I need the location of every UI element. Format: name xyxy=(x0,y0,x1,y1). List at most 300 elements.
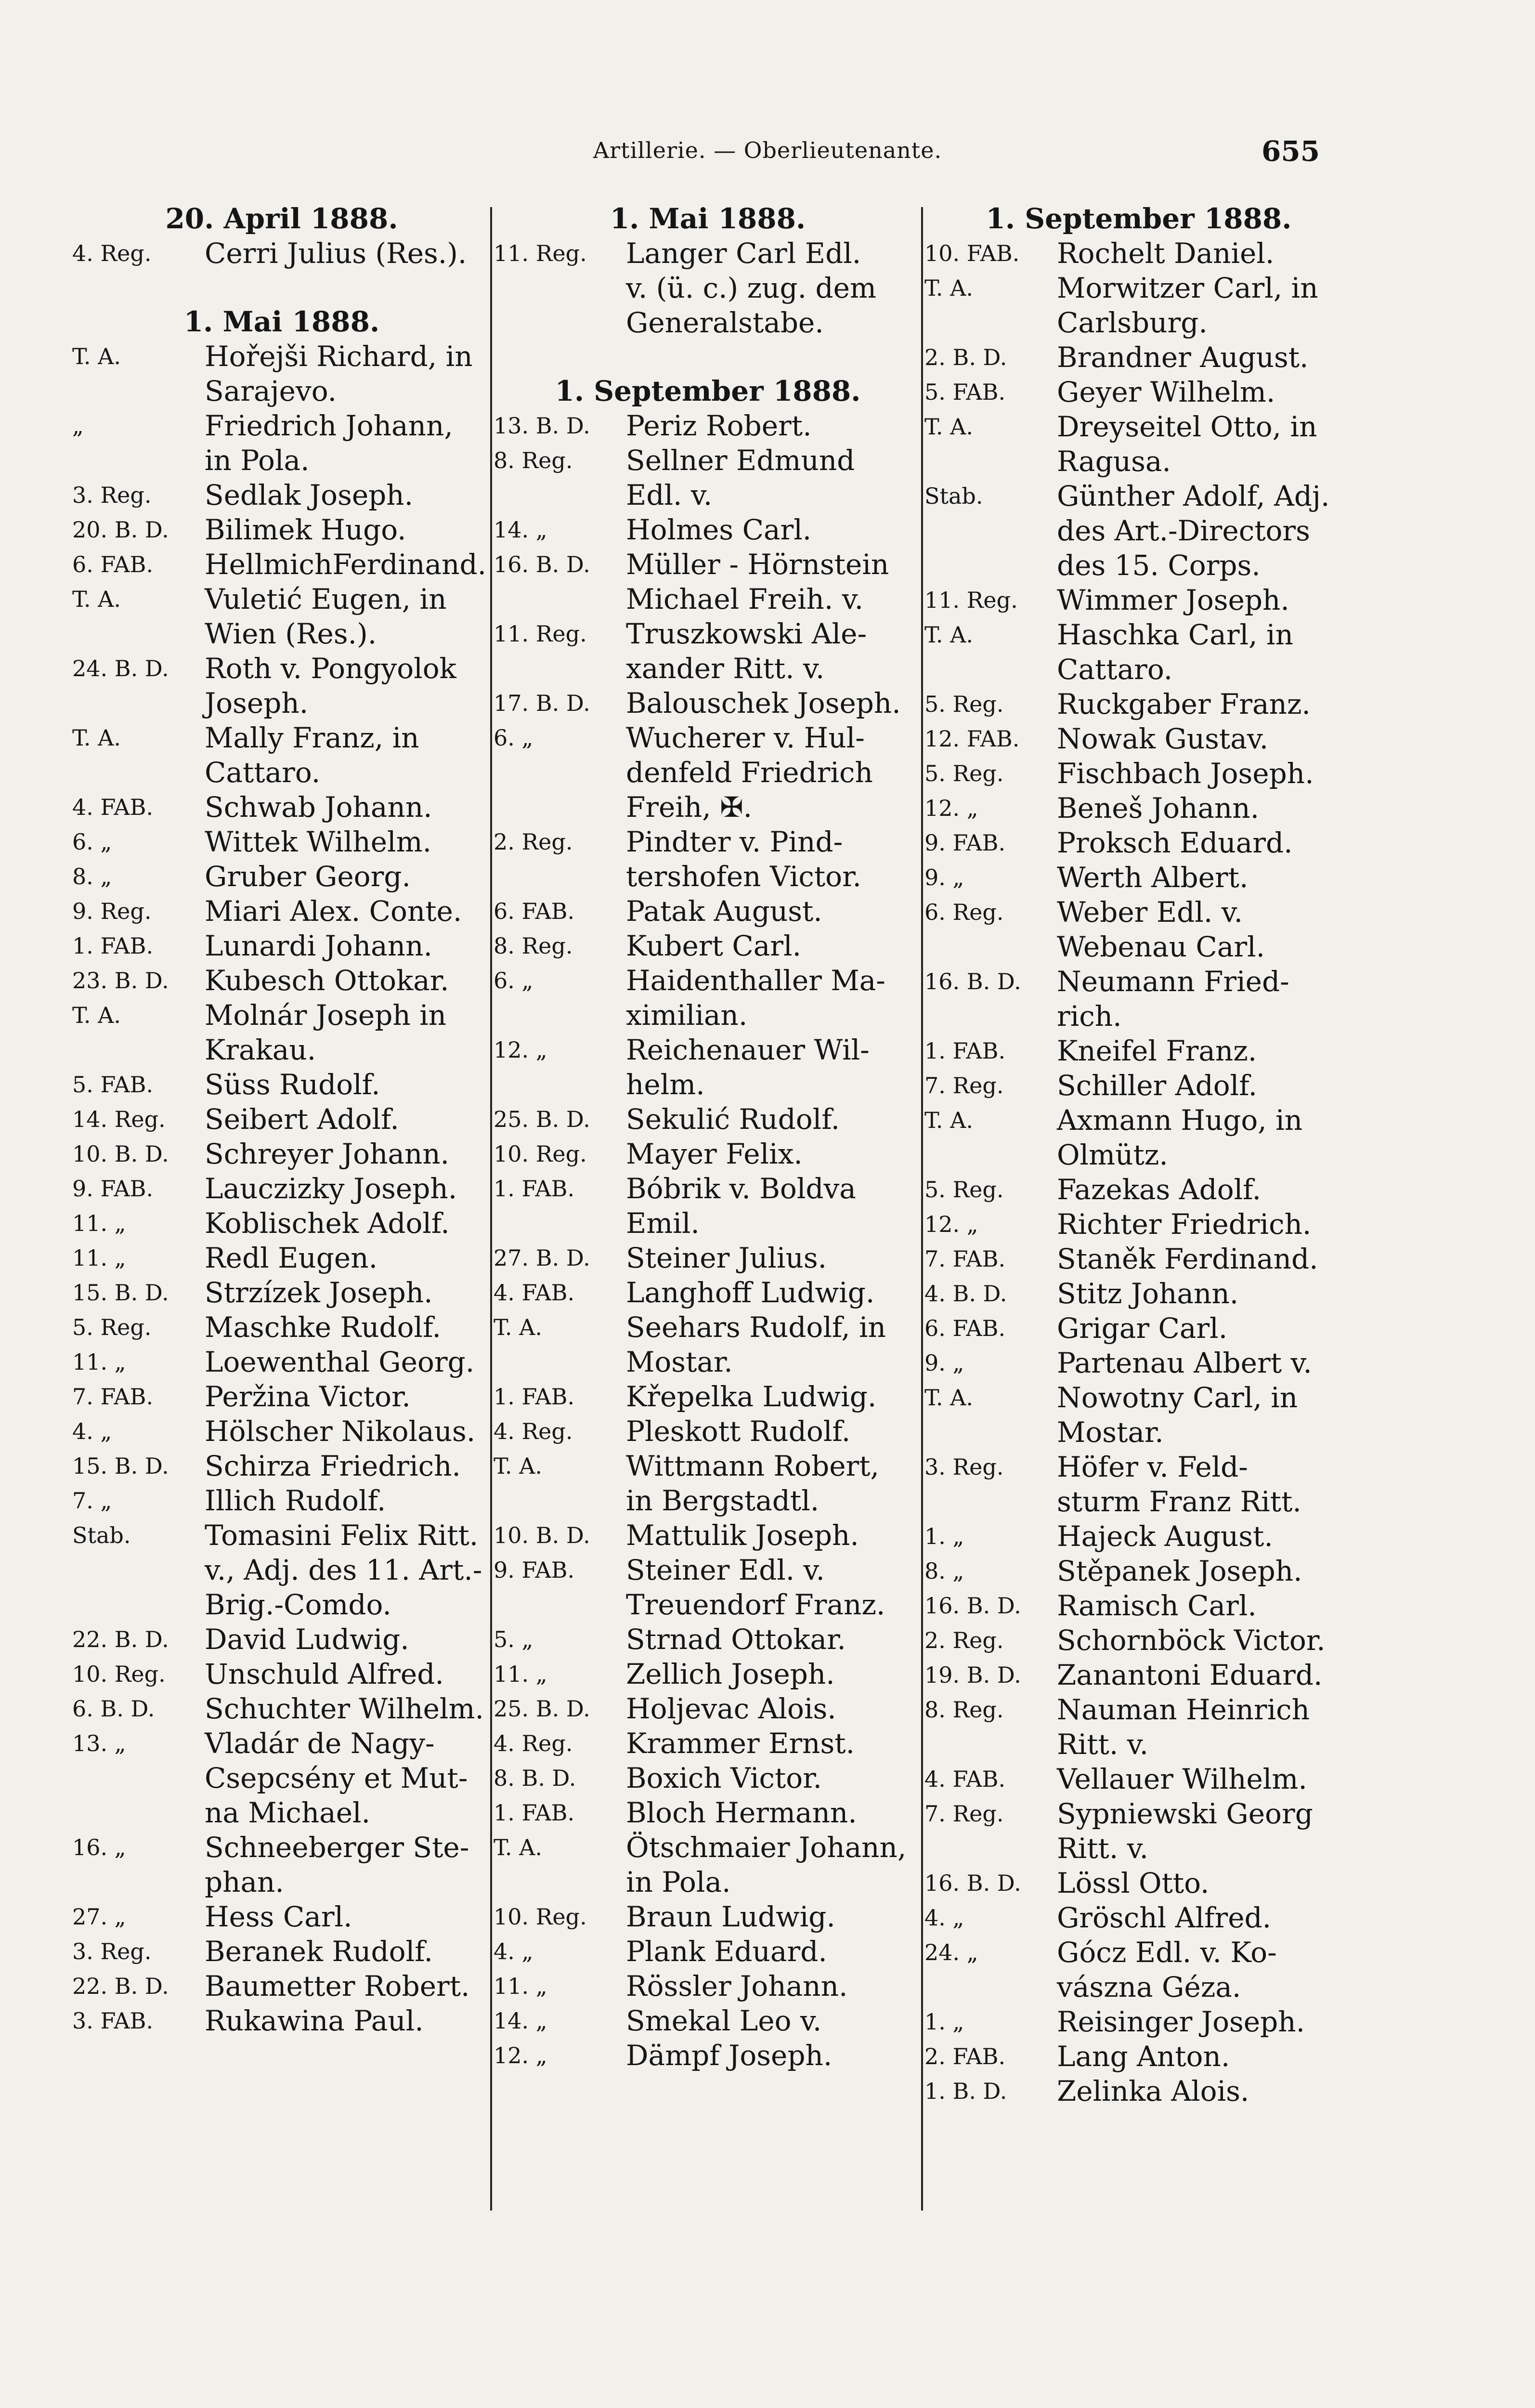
unit-designation: 24. B. D. xyxy=(72,655,169,681)
officer-name: Langer Carl Edl. xyxy=(626,237,861,270)
unit-designation: 5. Reg. xyxy=(72,1314,152,1340)
unit-designation: 9. FAB. xyxy=(924,830,1006,856)
officer-entry xyxy=(924,1276,1353,1311)
officer-name: Patak August. xyxy=(626,895,822,928)
unit-designation xyxy=(494,1206,626,1241)
officer-entry xyxy=(494,478,922,512)
officer-name: Edl. v. xyxy=(626,479,713,511)
officer-entry xyxy=(72,824,491,859)
unit-designation: 7. Reg. xyxy=(924,1801,1004,1827)
officer-name: Unschuld Alfred. xyxy=(205,1658,444,1690)
officer-entry xyxy=(924,1138,1353,1172)
officer-entry xyxy=(494,1483,922,1518)
officer-entry xyxy=(924,1415,1353,1450)
officer-entry xyxy=(72,1449,491,1483)
officer-name: helm. xyxy=(626,1068,705,1101)
officer-entry xyxy=(494,2038,922,2073)
officer-name: Rochelt Daniel. xyxy=(1057,237,1275,270)
unit-designation: 20. B. D. xyxy=(72,517,169,543)
officer-entry xyxy=(72,374,491,408)
officer-name: Strzízek Joseph. xyxy=(205,1276,433,1309)
officer-entry xyxy=(924,1762,1353,1796)
unit-designation: 2. B. D. xyxy=(924,344,1007,370)
officer-entry xyxy=(72,1241,491,1275)
officer-entry xyxy=(494,790,922,824)
officer-entry xyxy=(494,1726,922,1761)
officer-entry xyxy=(72,894,491,929)
unit-designation: „ xyxy=(72,413,84,439)
officer-name: Sekulić Rudolf. xyxy=(626,1103,840,1136)
unit-designation: 12. „ xyxy=(494,2042,547,2068)
unit-designation: 8. Reg. xyxy=(494,447,573,473)
unit-designation xyxy=(494,651,626,686)
unit-designation: 4. Reg. xyxy=(494,1418,573,1444)
officer-entry xyxy=(72,1553,491,1587)
officer-name: HellmichFerdinand. xyxy=(205,548,487,581)
officer-entry xyxy=(494,1033,922,1067)
officer-name: Wittmann Robert, xyxy=(626,1450,879,1482)
officer-name: Ramisch Carl. xyxy=(1057,1589,1257,1622)
officer-entry xyxy=(72,1171,491,1206)
officer-name: tershofen Victor. xyxy=(626,860,861,893)
officer-entry xyxy=(494,1449,922,1483)
officer-name: des 15. Corps. xyxy=(1057,549,1261,582)
unit-designation: 6. FAB. xyxy=(494,898,575,924)
unit-designation: T. A. xyxy=(72,1002,121,1028)
officer-entry xyxy=(72,720,491,755)
officer-name: Steiner Edl. v. xyxy=(626,1554,825,1586)
officer-name: Treuendorf Franz. xyxy=(626,1588,885,1621)
unit-designation xyxy=(494,1587,626,1622)
unit-designation xyxy=(72,1553,205,1587)
officer-name: Sypniewski Georg xyxy=(1057,1797,1313,1830)
officer-entry xyxy=(494,512,922,547)
officer-name: Morwitzer Carl, in xyxy=(1057,272,1318,304)
officer-name: Grigar Carl. xyxy=(1057,1312,1228,1345)
officer-entry xyxy=(924,825,1353,860)
officer-entry xyxy=(924,1034,1353,1068)
officer-name: Csepcsény et Mut- xyxy=(205,1762,468,1794)
officer-name: Pleskott Rudolf. xyxy=(626,1415,851,1448)
officer-name: Reichenauer Wil- xyxy=(626,1034,870,1066)
officer-entry xyxy=(494,1865,922,1899)
officer-entry xyxy=(924,1103,1353,1138)
unit-designation: 4. FAB. xyxy=(494,1280,575,1306)
officer-entry xyxy=(494,1137,922,1171)
officer-name: Ritt. v. xyxy=(1057,1832,1149,1865)
unit-designation xyxy=(72,1033,205,1067)
unit-designation: 5. Reg. xyxy=(924,760,1004,786)
officer-entry xyxy=(924,895,1353,929)
officer-name: Proksch Eduard. xyxy=(1057,826,1293,859)
officer-entry xyxy=(924,2074,1353,2108)
unit-designation xyxy=(924,1415,1057,1450)
officer-name: Vellauer Wilhelm. xyxy=(1057,1763,1307,1795)
officer-name: Süss Rudolf. xyxy=(205,1068,380,1101)
unit-designation: 4. B. D. xyxy=(924,1281,1007,1307)
unit-designation xyxy=(494,859,626,894)
unit-designation xyxy=(494,1345,626,1379)
unit-designation: T. A. xyxy=(72,343,121,369)
unit-designation: 5. „ xyxy=(494,1626,533,1652)
unit-designation xyxy=(924,513,1057,548)
unit-designation xyxy=(494,478,626,512)
officer-name: Periz Robert. xyxy=(626,409,812,442)
officer-entry xyxy=(924,479,1353,513)
officer-entry xyxy=(494,1934,922,1969)
promotion-date-heading: 1. September 1888. xyxy=(986,202,1292,235)
officer-entry xyxy=(72,1067,491,1102)
officer-name: Zellich Joseph. xyxy=(626,1658,835,1690)
officer-entry xyxy=(494,1241,922,1275)
officer-name: Olmütz. xyxy=(1057,1139,1168,1171)
unit-designation xyxy=(72,374,205,408)
officer-entry xyxy=(924,652,1353,687)
officer-name: Günther Adolf, Adj. xyxy=(1057,480,1330,512)
running-header: Artillerie. — Oberlieutenante. xyxy=(593,137,942,163)
officer-name: Stěpanek Joseph. xyxy=(1057,1555,1302,1587)
unit-designation: 11. Reg. xyxy=(494,621,587,647)
officer-name: Schreyer Johann. xyxy=(205,1138,450,1170)
officer-name: Mattulik Joseph. xyxy=(626,1519,859,1552)
unit-designation: T. A. xyxy=(72,586,121,612)
officer-name: Werth Albert. xyxy=(1057,861,1249,894)
promotion-date-heading: 1. September 1888. xyxy=(555,375,861,407)
unit-designation xyxy=(72,686,205,720)
unit-designation: 1. FAB. xyxy=(494,1800,575,1826)
unit-designation: 11. Reg. xyxy=(494,240,587,266)
officer-name: Dämpf Joseph. xyxy=(626,2039,833,2072)
officer-entry xyxy=(72,963,491,998)
unit-designation: 6. „ xyxy=(72,829,112,855)
officer-entry xyxy=(72,1657,491,1691)
unit-designation: 10. Reg. xyxy=(494,1904,587,1930)
officer-entry xyxy=(924,1311,1353,1346)
officer-name: Axmann Hugo, in xyxy=(1057,1104,1303,1137)
unit-designation: 6. „ xyxy=(494,725,533,751)
officer-name: Maschke Rudolf. xyxy=(205,1311,441,1344)
officer-entry xyxy=(494,2003,922,2038)
officer-name: in Pola. xyxy=(626,1866,731,1898)
promotion-date-heading: 20. April 1888. xyxy=(165,202,398,235)
unit-designation: 7. FAB. xyxy=(924,1246,1006,1272)
unit-designation xyxy=(72,616,205,651)
officer-entry xyxy=(494,1553,922,1587)
officer-name: Tomasini Felix Ritt. xyxy=(205,1519,479,1552)
unit-designation: 11. Reg. xyxy=(924,587,1018,613)
officer-entry xyxy=(494,963,922,998)
unit-designation: 9. „ xyxy=(924,864,964,890)
officer-name: Dreyseitel Otto, in xyxy=(1057,410,1317,443)
unit-designation: 6. Reg. xyxy=(924,899,1004,925)
group-spacer xyxy=(72,271,491,304)
unit-designation: T. A. xyxy=(72,725,121,751)
officer-name: Nowak Gustav. xyxy=(1057,722,1269,755)
officer-entry xyxy=(924,1450,1353,1484)
officer-entry xyxy=(72,998,491,1033)
unit-designation: T. A. xyxy=(494,1834,543,1860)
officer-name: Mostar. xyxy=(626,1346,733,1378)
officer-entry xyxy=(924,1346,1353,1380)
unit-designation: 2. FAB. xyxy=(924,2043,1006,2069)
unit-designation: 16. „ xyxy=(72,1834,126,1860)
officer-entry xyxy=(494,1969,922,2003)
promotion-date-heading: 1. Mai 1888. xyxy=(183,305,380,338)
unit-designation xyxy=(72,755,205,790)
unit-designation: 16. B. D. xyxy=(924,968,1021,995)
unit-designation: 13. B. D. xyxy=(494,413,590,439)
officer-entry xyxy=(494,894,922,929)
officer-name: Hořejši Richard, in xyxy=(205,340,473,373)
officer-name: Peržina Victor. xyxy=(205,1380,411,1413)
officer-entry xyxy=(72,1414,491,1449)
officer-entry xyxy=(494,686,922,720)
officer-entry xyxy=(924,1692,1353,1727)
unit-designation: 12. „ xyxy=(494,1037,547,1063)
officer-name: sturm Franz Ritt. xyxy=(1057,1485,1301,1518)
unit-designation: 4. Reg. xyxy=(494,1730,573,1756)
officer-name: in Pola. xyxy=(205,444,310,477)
officer-name: v., Adj. des 11. Art.- xyxy=(205,1554,482,1586)
officer-name: Hess Carl. xyxy=(205,1900,352,1933)
unit-designation: 16. B. D. xyxy=(924,1593,1021,1619)
unit-designation: 12. „ xyxy=(924,795,978,821)
unit-designation xyxy=(494,582,626,616)
officer-entry xyxy=(72,1969,491,2003)
officer-name: Weber Edl. v. xyxy=(1057,896,1243,929)
officer-name: Müller - Hörnstein xyxy=(626,548,889,581)
officer-name: Roth v. Pongyolok xyxy=(205,652,456,685)
officer-name: Cattaro. xyxy=(1057,653,1173,686)
unit-designation: T. A. xyxy=(494,1314,543,1340)
officer-entry xyxy=(924,1068,1353,1103)
officer-entry xyxy=(72,1310,491,1345)
officer-entry xyxy=(924,617,1353,652)
unit-designation: 1. FAB. xyxy=(494,1384,575,1410)
unit-designation xyxy=(924,548,1057,583)
officer-entry xyxy=(924,1588,1353,1623)
officer-name: Lang Anton. xyxy=(1057,2040,1230,2073)
officer-entry xyxy=(72,1206,491,1241)
officer-entry xyxy=(72,1761,491,1795)
officer-name: Nowotny Carl, in xyxy=(1057,1381,1298,1414)
unit-designation: 11. „ xyxy=(72,1245,126,1271)
unit-designation xyxy=(494,998,626,1033)
unit-designation xyxy=(924,1138,1057,1172)
officer-entry xyxy=(72,1102,491,1137)
officer-entry xyxy=(72,1865,491,1899)
unit-designation: 5. Reg. xyxy=(924,691,1004,717)
officer-entry xyxy=(72,1137,491,1171)
officer-entry xyxy=(72,929,491,963)
officer-entry xyxy=(924,1866,1353,1900)
officer-name: Hajeck August. xyxy=(1057,1520,1273,1553)
unit-designation: T. A. xyxy=(924,414,974,440)
unit-designation: 10. Reg. xyxy=(72,1661,166,1687)
officer-name: Schirza Friedrich. xyxy=(205,1450,461,1482)
unit-designation: 22. B. D. xyxy=(72,1626,169,1652)
officer-entry xyxy=(924,271,1353,305)
officer-entry xyxy=(72,339,491,374)
officer-name: Illich Rudolf. xyxy=(205,1484,386,1517)
column-1 xyxy=(72,201,491,2038)
officer-name: Emil. xyxy=(626,1207,700,1240)
unit-designation xyxy=(924,444,1057,479)
officer-entry xyxy=(924,1970,1353,2004)
officer-name: Vladár de Nagy- xyxy=(205,1727,435,1760)
officer-name: Kubesch Ottokar. xyxy=(205,964,449,997)
officer-entry xyxy=(924,1727,1353,1762)
unit-designation: 5. FAB. xyxy=(72,1072,154,1098)
officer-name: Schuchter Wilhelm. xyxy=(205,1692,484,1725)
officer-entry xyxy=(494,408,922,443)
officer-name: Redl Eugen. xyxy=(205,1242,378,1274)
unit-designation xyxy=(494,1483,626,1518)
officer-name: Langhoff Ludwig. xyxy=(626,1276,875,1309)
officer-entry xyxy=(72,1934,491,1969)
unit-designation: 27. „ xyxy=(72,1904,126,1930)
unit-designation: Stab. xyxy=(72,1522,131,1548)
officer-entry xyxy=(924,756,1353,791)
officer-entry xyxy=(494,1830,922,1865)
officer-entry xyxy=(72,582,491,616)
officer-entry xyxy=(924,1242,1353,1276)
officer-name: Haidenthaller Ma- xyxy=(626,964,885,997)
officer-name: Freih, ✠. xyxy=(626,791,753,824)
officer-name: Beranek Rudolf. xyxy=(205,1935,433,1968)
unit-designation: 7. „ xyxy=(72,1488,112,1514)
officer-name: Zelinka Alois. xyxy=(1057,2075,1249,2107)
officer-name: Bloch Hermann. xyxy=(626,1796,857,1829)
officer-entry xyxy=(72,478,491,512)
unit-designation: 14. Reg. xyxy=(72,1106,166,1132)
officer-name: vászna Géza. xyxy=(1057,1971,1241,2003)
officer-entry xyxy=(924,444,1353,479)
unit-designation: 27. B. D. xyxy=(494,1245,590,1271)
unit-designation: 19. B. D. xyxy=(924,1662,1021,1688)
page-number: 655 xyxy=(1262,135,1320,168)
unit-designation xyxy=(494,1865,626,1899)
officer-entry xyxy=(494,305,922,340)
officer-entry xyxy=(494,998,922,1033)
officer-name: Stitz Johann. xyxy=(1057,1277,1239,1310)
officer-entry xyxy=(924,2039,1353,2074)
officer-name: Loewenthal Georg. xyxy=(205,1346,475,1378)
officer-entry xyxy=(494,1657,922,1691)
officer-name: Miari Alex. Conte. xyxy=(205,895,462,928)
officer-name: Krammer Ernst. xyxy=(626,1727,855,1760)
unit-designation xyxy=(72,443,205,478)
officer-name: xander Ritt. v. xyxy=(626,652,825,685)
unit-designation: 8. B. D. xyxy=(494,1765,576,1791)
officer-name: phan. xyxy=(205,1866,284,1898)
officer-name: Lössl Otto. xyxy=(1057,1867,1210,1899)
officer-entry xyxy=(924,687,1353,721)
unit-designation: 1. B. D. xyxy=(924,2078,1007,2104)
unit-designation: 5. Reg. xyxy=(924,1177,1004,1203)
unit-designation: 12. „ xyxy=(924,1211,978,1237)
officer-entry xyxy=(72,1795,491,1830)
officer-name: Gröschl Alfred. xyxy=(1057,1901,1272,1934)
officer-entry xyxy=(494,1795,922,1830)
officer-entry xyxy=(494,824,922,859)
officer-name: Gruber Georg. xyxy=(205,860,411,893)
unit-designation: 13. „ xyxy=(72,1730,126,1756)
officer-entry xyxy=(924,375,1353,409)
officer-entry xyxy=(72,2003,491,2038)
officer-name: Hölscher Nikolaus. xyxy=(205,1415,476,1448)
officer-entry xyxy=(494,1518,922,1553)
officer-name: denfeld Friedrich xyxy=(626,756,873,789)
officer-entry xyxy=(494,929,922,963)
unit-designation xyxy=(924,999,1057,1034)
officer-entry xyxy=(494,720,922,755)
unit-designation xyxy=(494,1067,626,1102)
officer-name: Rukawina Paul. xyxy=(205,2004,424,2037)
officer-entry xyxy=(72,1379,491,1414)
officer-entry xyxy=(494,1414,922,1449)
unit-designation: T. A. xyxy=(924,622,974,648)
unit-designation: 11. „ xyxy=(72,1210,126,1236)
unit-designation: 25. B. D. xyxy=(494,1696,590,1722)
officer-entry xyxy=(72,651,491,686)
unit-designation: 14. „ xyxy=(494,2008,547,2034)
officer-entry xyxy=(494,651,922,686)
officer-entry xyxy=(494,1587,922,1622)
officer-name: v. (ü. c.) zug. dem xyxy=(626,272,876,304)
unit-designation: 16. B. D. xyxy=(924,1870,1021,1896)
unit-designation: 7. Reg. xyxy=(924,1073,1004,1099)
officer-name: rich. xyxy=(1057,1000,1122,1033)
officer-name: Neumann Fried- xyxy=(1057,965,1289,998)
officer-name: Braun Ludwig. xyxy=(626,1900,835,1933)
officer-entry xyxy=(494,1310,922,1345)
unit-designation xyxy=(924,305,1057,340)
officer-entry xyxy=(494,1691,922,1726)
officer-name: Lauczizky Joseph. xyxy=(205,1172,457,1205)
officer-name: Schornböck Victor. xyxy=(1057,1624,1326,1657)
officer-name: Zanantoni Eduard. xyxy=(1057,1659,1323,1691)
officer-name: Krakau. xyxy=(205,1034,316,1066)
officer-entry xyxy=(72,1345,491,1379)
unit-designation: 3. Reg. xyxy=(924,1454,1004,1480)
officer-name: Brandner August. xyxy=(1057,341,1309,374)
unit-designation: 4. FAB. xyxy=(924,1766,1006,1792)
officer-name: Mally Franz, in xyxy=(205,721,419,754)
officer-entry xyxy=(924,236,1353,271)
officer-entry xyxy=(494,1345,922,1379)
unit-designation: 1. „ xyxy=(924,1523,964,1549)
officer-name: Höfer v. Feld- xyxy=(1057,1451,1248,1483)
officer-name: Koblischek Adolf. xyxy=(205,1207,450,1240)
officer-entry xyxy=(72,1899,491,1934)
officer-name: Schneeberger Ste- xyxy=(205,1831,469,1864)
officer-name: Truszkowski Ale- xyxy=(626,617,867,650)
officer-entry xyxy=(924,1554,1353,1588)
officer-entry xyxy=(494,1622,922,1657)
column-3 xyxy=(924,201,1353,2108)
unit-designation: 12. FAB. xyxy=(924,726,1020,752)
officer-entry xyxy=(924,1796,1353,1831)
officer-name: Ritt. v. xyxy=(1057,1728,1149,1761)
officer-name: Křepelka Ludwig. xyxy=(626,1380,877,1413)
officer-entry xyxy=(72,1622,491,1657)
officer-name: Lunardi Johann. xyxy=(205,929,432,962)
officer-entry xyxy=(924,999,1353,1034)
officer-entry xyxy=(924,1519,1353,1554)
unit-designation: 3. Reg. xyxy=(72,482,152,508)
officer-name: Beneš Johann. xyxy=(1057,792,1260,824)
